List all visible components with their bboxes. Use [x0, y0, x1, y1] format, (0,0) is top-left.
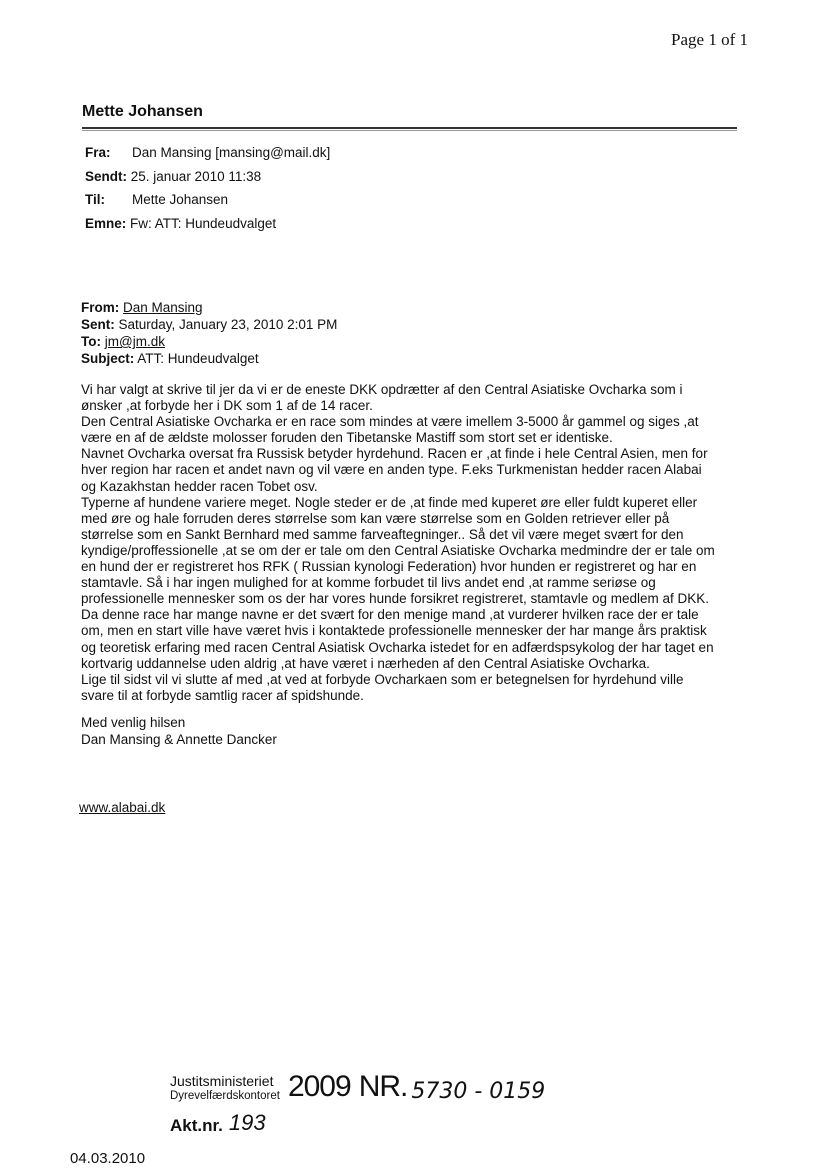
body-line: være en af de ældste molosser foruden den Tibetanske Mastiff som stort set er identiske. [81, 430, 613, 446]
email-body [81, 382, 753, 704]
header-to-value: Mette Johansen [132, 192, 229, 207]
body-line: og Kazakhstan hedder racen Tobet osv. [81, 478, 318, 494]
body-line: størrelse som en Sankt Bernhard med samme farveaftegninger.. Så det vil være meget svært for den [81, 526, 684, 542]
stamp-office-name: Dyrevelfærdskontoret [170, 1090, 280, 1102]
header-from-label: Fra: [85, 145, 111, 160]
email-header [85, 141, 330, 235]
stamp-line [170, 1070, 545, 1104]
header-sent-label: Sendt: [85, 168, 127, 184]
header-subject-value: Fw: ATT: Hundeudvalget [130, 215, 277, 231]
body-line: Lige til sidst vil vi slutte af med ,at ved at forbyde Ovcharkaen som er betegnelsen for hyrdehund ville [81, 671, 684, 687]
fwd-to-link[interactable]: jm@jm.dk [104, 334, 165, 349]
header-from-value: Dan Mansing [mansing@mail.dk] [132, 145, 331, 160]
forwarded-header [81, 299, 337, 367]
signature-names: Dan Mansing & Annette Dancker [81, 732, 277, 747]
header-sent-row [85, 165, 330, 189]
stamp-nr-label: NR. [358, 1070, 408, 1103]
body-line: ønsker ,at forbyde her i DK som 1 af de 14 racer. [81, 398, 373, 414]
stamp-akt-value: 193 [228, 1110, 266, 1135]
fwd-from-row [81, 299, 337, 316]
header-sent-value: 25. januar 2010 11:38 [130, 168, 262, 184]
fwd-subject-value: ATT: Hundeudvalget [137, 351, 259, 366]
mailbox-owner-name: Mette Johansen [82, 103, 203, 120]
fwd-to-row [81, 333, 337, 350]
body-line: Typerne af hundene variere meget. Nogle steder er de ,at finde med kuperet øre eller fuldt kuperet eller [81, 494, 698, 510]
stamp-akt-row [170, 1110, 545, 1136]
stamp-akt-label: Akt.nr. [170, 1116, 223, 1135]
body-line: Navnet Ovcharka oversat fra Russisk betyder hyrdehund. Racen er ,at finde i hele Central Asien, men for [81, 446, 708, 462]
body-line: kortvarig uddannelse uden aldrig ,at have været i nærheden af den Central Asiatiske Ovcharka. [81, 655, 650, 671]
body-line: stamtavle. Så i har ingen mulighed for at komme forbudet til livs andet end ,at ramme seriøse og [81, 575, 656, 591]
stamp-ministry-name: Justitsministeriet [170, 1073, 274, 1089]
fwd-subject-row [81, 350, 337, 367]
fwd-sent-value: Saturday, January 23, 2010 2:01 PM [118, 317, 338, 332]
signature [81, 714, 277, 748]
stamp-year: 2009 [287, 1070, 351, 1103]
body-line: professionelle mennesker som os der har vores hunde forsikret registreret, stamtavle og medlem af DKK. [81, 591, 710, 607]
header-subject-row [85, 212, 330, 236]
fwd-sent-label: Sent: [81, 317, 115, 332]
fwd-subject-label: Subject: [81, 351, 135, 366]
header-to-row [85, 188, 330, 212]
body-line: med øre og hale forruden deres størrelse som kan være størrelse som en Golden retriever eller på [81, 510, 670, 526]
stamp-case-number: 5730 - 0159 [411, 1079, 546, 1104]
header-divider [82, 127, 737, 131]
stamp-ministry [170, 1074, 280, 1104]
body-line: Vi har valgt at skrive til jer da vi er de eneste DKK opdrætter af den Central Asiatiske Ovcharka som i [81, 382, 683, 397]
body-line: Den Central Asiatiske Ovcharka er en race som mindes at være imellem 3-5000 år gammel og siges ,at [81, 414, 699, 430]
body-line: om, men en start ville have været hvis i kontaktede professionelle mennesker der har mange års praktisk [81, 623, 707, 639]
body-line: en hund der er registreret hos RFK ( Russian kynologi Federation) hvor hunden er registreret og har en [81, 559, 697, 575]
body-line: svare til at forbyde samtlig racer af spidshunde. [81, 687, 364, 703]
fwd-from-label: From: [81, 300, 120, 315]
header-to-label: Til: [85, 192, 105, 207]
fwd-sent-row [81, 316, 337, 333]
signature-closing: Med venlig hilsen [81, 715, 186, 730]
body-line: Da denne race har mange navne er det svært for den menige mand ,at vurderer hvilken race der er tale [81, 607, 699, 623]
fwd-to-label: To: [81, 334, 101, 349]
website-link[interactable]: www.alabai.dk [79, 800, 166, 815]
fwd-from-link[interactable]: Dan Mansing [123, 300, 203, 315]
footer-date: 04.03.2010 [70, 1150, 146, 1167]
header-from-row [85, 141, 330, 165]
ministry-stamp [170, 1070, 545, 1136]
header-subject-label: Emne: [85, 215, 127, 231]
body-line: hver region har racen et andet navn og vil være en anden type. F.eks Turkmenistan hedder racen Alabai [81, 462, 702, 478]
body-line: kyndige/proffessionelle ,at se om der er tale om den Central Asiatiske Ovcharka medmindre der er tale om [81, 542, 715, 558]
body-line: og teoretisk erfaring med racen Central Asiatisk Ovcharka istedet for en adfærdspsykolog der har taget en [81, 639, 714, 655]
page-number: Page 1 of 1 [671, 30, 748, 49]
